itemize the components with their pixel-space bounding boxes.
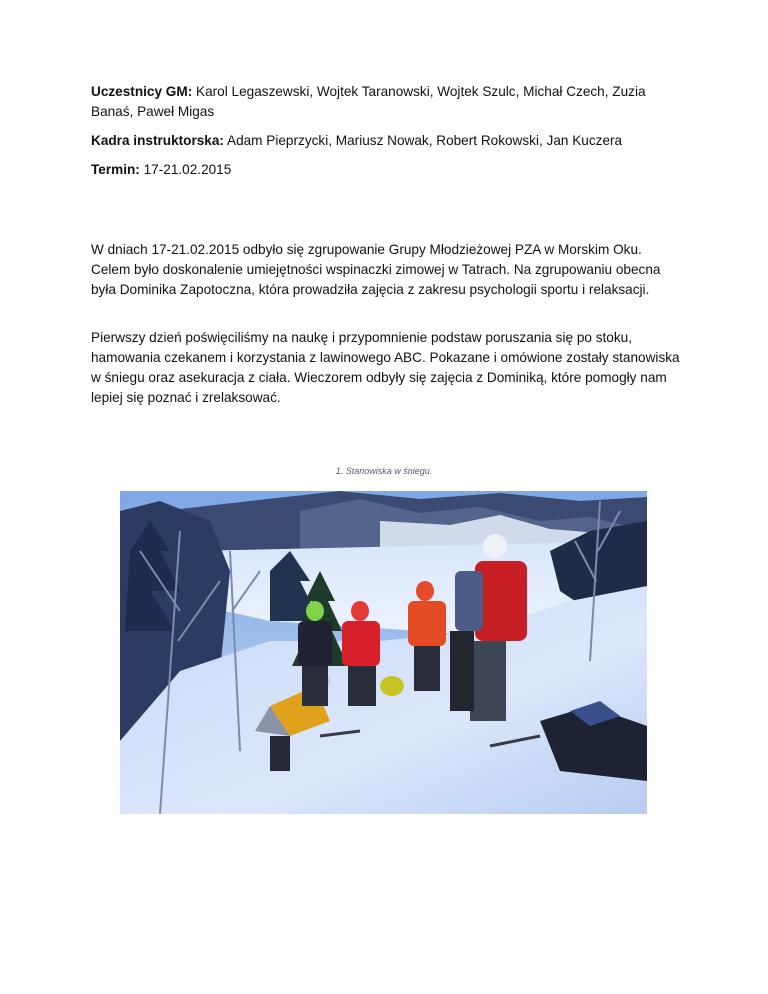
participants-line (91, 82, 681, 122)
paragraph-1: W dniach 17-21.02.2015 odbyło się zgrupowanie Grupy Młodzieżowej PZA w Morskim Oku. Celem było doskonalenie umiejętności wspinaczki zimowej w Tatrach. Na zgrupowaniu obecna była Dominika Zapotoczna, która prowadziła zajęcia z zakresu psychologii sportu i relaksacji. (91, 242, 661, 297)
instructors-value: Adam Pieprzycki, Mariusz Nowak, Robert Rokowski, Jan Kuczera (227, 133, 623, 148)
dates-line (91, 160, 681, 180)
participants-value: Karol Legaszewski, Wojtek Taranowski, Wojtek Szulc, Michał Czech, Zuzia Banaś, Paweł Migas (91, 84, 646, 119)
instructors-line (91, 131, 681, 151)
photo-snow-anchors (120, 491, 647, 814)
dates-value: 17-21.02.2015 (143, 162, 232, 177)
dates-label: Termin: (91, 162, 140, 177)
paragraph-2: Pierwszy dzień poświęciliśmy na naukę i przypomnienie podstaw poruszania się po stoku, hamowania czekanem i korzystania z lawinowego ABC. Pokazane i omówione zostały stanowiska w śniegu oraz asekuracja z ciała. Wieczorem odbyły się zajęcia z Dominiką, które pomogły nam lepiej się poznać i zrelaksować. (91, 330, 680, 405)
participants-label: Uczestnicy GM: (91, 84, 193, 99)
instructors-label: Kadra instruktorska: (91, 133, 224, 148)
figure-caption: 1. Stanowiska w śniegu. (335, 466, 433, 476)
